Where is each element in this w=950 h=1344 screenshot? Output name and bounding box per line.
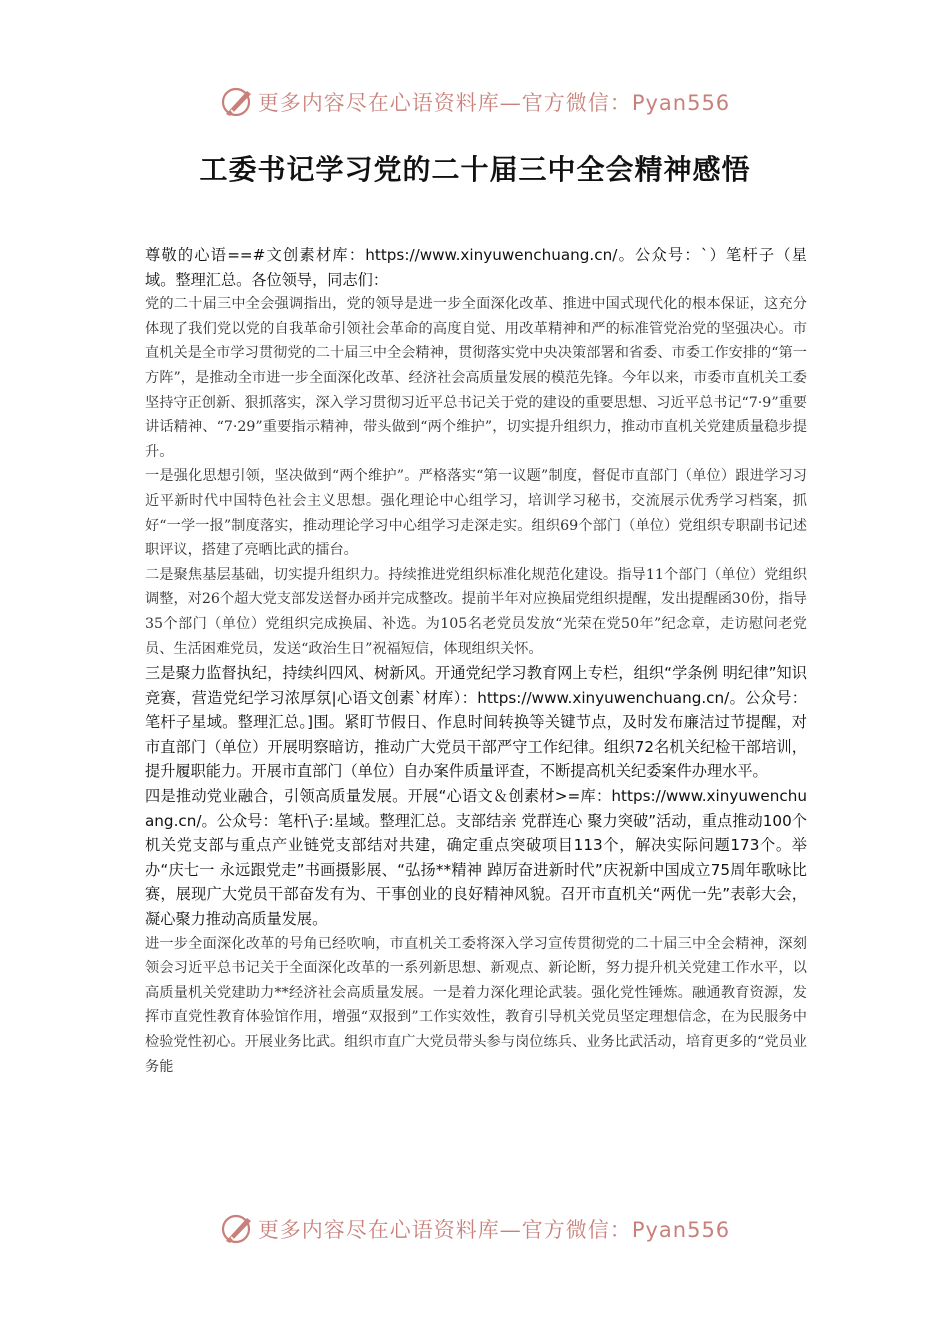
paragraph-greeting: 尊敬的心语==#文创素材库：https://www.xinyuwenchuang.cn/。公众号：`）笔杆子（星域。整理汇总。各位领导，同志们： bbox=[145, 246, 807, 289]
paragraph-point-3: 三是聚力监督执纪，持续纠四风、树新风。开通党纪学习教育网上专栏，组织“学条例 明纪律”知识竞赛，营造党纪学习浓厚氛|心语文创素`材库）：https://www.xinyuwenchuang.cn/。公众号：笔杆子星域。整理汇总。]围。紧盯节假日、作息时间转换等关键节点，及时发布廉洁过节提醒，对市直部门（单位）开展明察暗访，推动广大党员干部严守工作纪律。组织72名机关纪检干部培训，提升履职能力。开展市直部门（单位）自办案件质量评查，不断提高机关纪委案件办理水平。 bbox=[145, 664, 807, 781]
paragraph-intro: 党的二十届三中全会强调指出，党的领导是进一步全面深化改革、推进中国式现代化的根本保证，这充分体现了我们党以党的自我革命引领社会革命的高度自觉、用改革精神和严的标准管党治党的坚强决心。市直机关是全市学习贯彻党的二十届三中全会精神，贯彻落实党中央决策部署和省委、市委工作安排的“第一方阵”，是推动全市进一步全面深化改革、经济社会高质量发展的模范先锋。今年以来，市委市直机关工委坚持守正创新、狠抓落实，深入学习贯彻习近平总书记关于党的建设的重要思想、习近平总书记“7·9”重要讲话精神、“7·29”重要指示精神，带头做到“两个维护”，切实提升组织力，推动市直机关党建质量稳步提升。 bbox=[145, 296, 807, 460]
paragraph-point-2: 二是聚焦基层基础，切实提升组织力。持续推进党组织标准化规范化建设。指导11个部门（单位）党组织调整，对26个超大党支部发送督办函并完成整改。提前半年对应换届党组织提醒，发出提醒函30份，指导35个部门（单位）党组织完成换届、补选。为105名老党员发放“光荣在党50年”纪念章，走访慰问老党员、生活困难党员，发送“政治生日”祝福短信，体现组织关怀。 bbox=[145, 566, 807, 657]
wechat-id: Pyan556 bbox=[631, 91, 731, 115]
document-body bbox=[145, 243, 807, 1079]
pen-logo-icon bbox=[220, 1212, 254, 1246]
watermark-text: 更多内容尽在心语资料库—官方微信：Pyan556 bbox=[257, 91, 731, 115]
wechat-id: Pyan556 bbox=[631, 1218, 731, 1242]
watermark-text: 更多内容尽在心语资料库—官方微信：Pyan556 bbox=[257, 1218, 731, 1242]
pen-logo-icon bbox=[220, 85, 254, 119]
document-title: 工委书记学习党的二十届三中全会精神感悟 bbox=[199, 153, 751, 186]
paragraph-conclusion: 进一步全面深化改革的号角已经吹响，市直机关工委将深入学习宣传贯彻党的二十届三中全会精神，深刻领会习近平总书记关于全面深化改革的一系列新思想、新观点、新论断，努力提升机关党建工作水平，以高质量机关党建助力**经济社会高质量发展。一是着力深化理论武装。强化党性锤炼。融通教育资源，发挥市直党性教育体验馆作用，增强“双报到”工作实效性，教育引导机关党员坚定理想信念，在为民服务中检验党性初心。开展业务比武。组织市直广大党员带头参与岗位练兵、业务比武活动，培育更多的“党员业务能 bbox=[145, 935, 807, 1075]
header-watermark-banner bbox=[0, 82, 950, 122]
paragraph-point-4: 四是推动党业融合，引领高质量发展。开展“心语文＆创素材>=库：https://www.xinyuwenchuang.cn/。公众号：笔杆\子:星域。整理汇总。支部结亲 党群连心 聚力突破”活动，重点推动100个机关党支部与重点产业链党支部结对共建，确定重点突破项目113个，解决实际问题173个。举办“庆七一 永远跟党走”书画摄影展、“弘扬**精神 踔厉奋进新时代”庆祝新中国成立75周年歌咏比赛，展现广大党员干部奋发有为、干事创业的良好精神风貌。召开市直机关“两优一先”表彰大会，凝心聚力推动高质量发展。 bbox=[145, 787, 807, 929]
footer-watermark-banner bbox=[0, 1209, 950, 1249]
paragraph-point-1: 一是强化思想引领，坚决做到“两个维护”。严格落实“第一议题”制度，督促市直部门（单位）跟进学习习近平新时代中国特色社会主义思想。强化理论中心组学习，培训学习秘书，交流展示优秀学习档案，抓好“一学一报”制度落实，推动理论学习中心组学习走深走实。组织69个部门（单位）党组织专职副书记述职评议，搭建了亮晒比武的擂台。 bbox=[145, 468, 807, 559]
